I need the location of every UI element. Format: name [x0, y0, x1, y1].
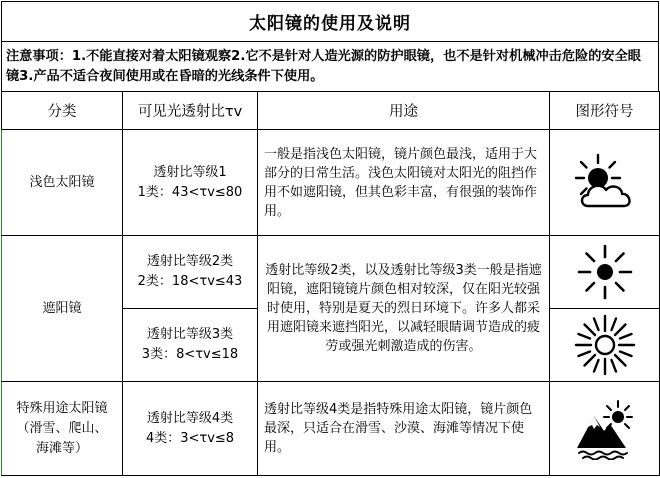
grade-cell	[123, 309, 258, 382]
grade-cell	[123, 236, 258, 309]
header-symbol: 图形符号	[550, 92, 660, 130]
symbol-cell	[550, 236, 660, 309]
table-row	[2, 236, 660, 309]
symbol-cell	[550, 309, 660, 382]
header-transmittance: 可见光透射比τv	[123, 92, 258, 130]
category-light-tint: 浅色太阳镜	[2, 130, 123, 236]
grade-range: 3类：8<τv≤18	[141, 347, 239, 362]
grade-title: 透射比等级3类	[146, 327, 234, 342]
grade-cell	[123, 130, 258, 236]
sunglasses-info-sheet	[1, 1, 659, 476]
grade-title: 透射比等级1	[153, 164, 227, 180]
grade-range: 4类：3<τv≤8	[145, 430, 235, 446]
sun-mountain-icon	[574, 398, 636, 460]
grade-range: 2类：18<τv≤43	[137, 274, 243, 289]
sun-strong-rays-icon	[574, 314, 636, 376]
category-special-purpose: 特殊用途太阳镜 （滑雪、爬山、 海滩等）	[2, 382, 123, 476]
page-title: 太阳镜的使用及说明	[1, 1, 659, 42]
usage-text: 透射比等级4类是指特殊用途太阳镜，镜片颜色最深，只适合在滑雪、沙漠、海滩等情况下使用。	[258, 382, 550, 476]
table-row	[2, 130, 660, 236]
category-sun-shade: 遮阳镜	[2, 236, 123, 382]
sun-cloud-icon	[574, 152, 636, 214]
header-usage: 用途	[258, 92, 550, 130]
grade-title: 透射比等级2类	[146, 254, 234, 269]
grade-range: 1类：43<τv≤80	[137, 184, 243, 200]
notice-text: 注意事项：1.不能直接对着太阳镜观察2.它不是针对人造光源的防护眼镜，也不是针对机械冲击危险的安全眼镜3.产品不适合夜间使用或在昏暗的光线条件下使用。	[1, 41, 659, 92]
grade-cell	[123, 382, 258, 476]
symbol-cell	[550, 382, 660, 476]
table-header-row	[2, 92, 660, 130]
header-category: 分类	[2, 92, 123, 130]
classification-table	[1, 91, 660, 476]
usage-text: 透射比等级2类，以及透射比等级3类一般是指遮阳镜，遮阳镜镜片颜色相对较深，仅在阳光较强时使用，特别是夏天的烈日环境下。许多人都采用遮阳镜来遮挡阳光，以减轻眼睛调节造成的疲劳或强光刺激造成的伤害。	[258, 236, 550, 382]
usage-text: 一般是指浅色太阳镜，镜片颜色最浅，适用于大部分的日常生活。浅色太阳镜对太阳光的阻挡作用不如遮阳镜，但其色彩丰富，有很强的装饰作用。	[258, 130, 550, 236]
grade-title: 透射比等级4类	[146, 410, 234, 426]
symbol-cell	[550, 130, 660, 236]
table-row	[2, 382, 660, 476]
sun-small-rays-icon	[576, 243, 634, 301]
